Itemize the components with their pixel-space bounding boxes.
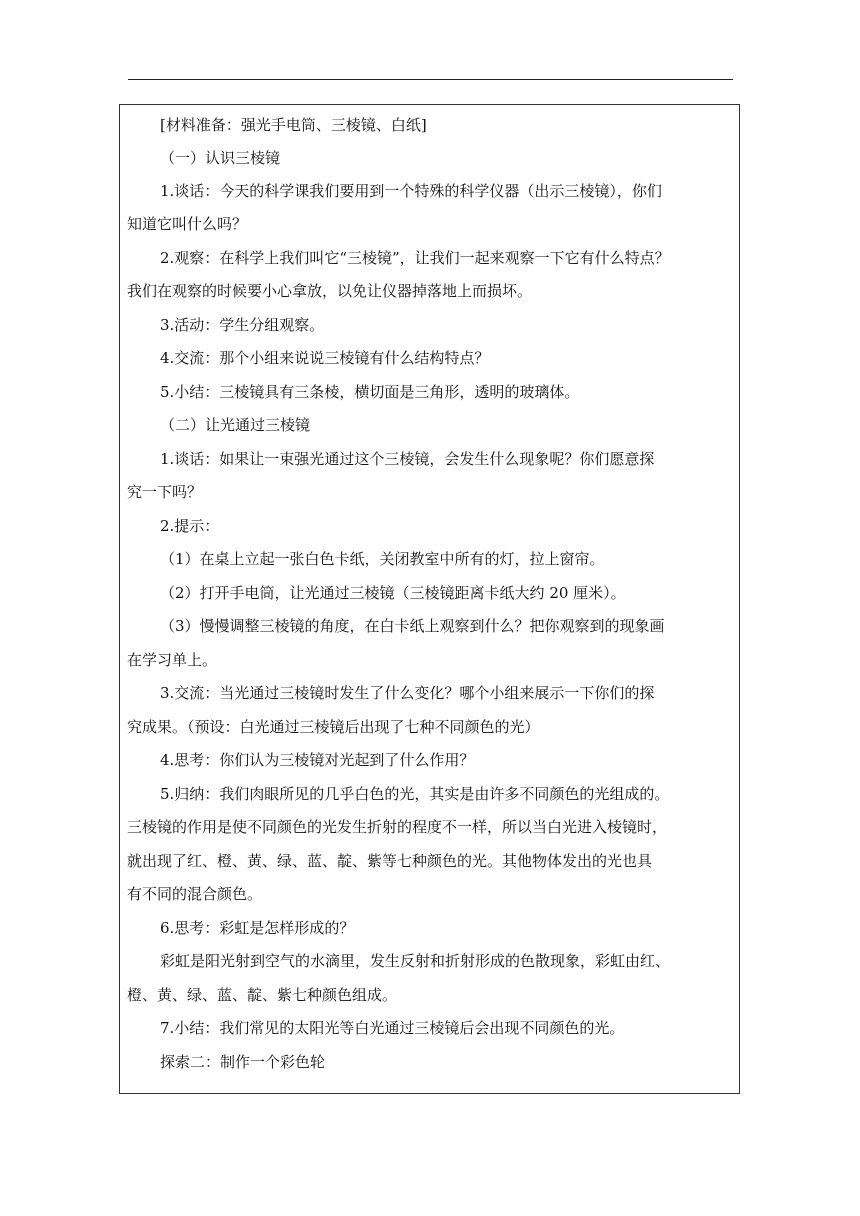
paragraph-line: 2.观察：在科学上我们叫它“三棱镜”，让我们一起来观察一下它有什么特点？ bbox=[160, 249, 670, 267]
exploration-heading: 探索二：制作一个彩色轮 bbox=[160, 1053, 326, 1071]
paragraph-line: （1）在桌上立起一张白色卡纸，关闭教室中所有的灯，拉上窗帘。 bbox=[160, 550, 605, 568]
paragraph-line: 橙、黄、绿、蓝、靛、紫七种颜色组成。 bbox=[127, 986, 398, 1004]
paragraph-line: 我们在观察的时候要小心拿放，以免让仪器掉落地上而损坏。 bbox=[127, 282, 533, 300]
materials-line: [材料准备：强光手电筒、三棱镜、白纸] bbox=[160, 116, 427, 134]
paragraph-line: 1.谈话：如果让一束强光通过这个三棱镜，会发生什么现象呢？你们愿意探 bbox=[160, 450, 655, 468]
paragraph-line: 在学习单上。 bbox=[127, 651, 218, 669]
paragraph-line: 究成果。（预设：白光通过三棱镜后出现了七种不同颜色的光） bbox=[127, 718, 540, 736]
paragraph-line: 究一下吗？ bbox=[127, 483, 203, 501]
paragraph-line: 4.交流：那个小组来说说三棱镜有什么结构特点？ bbox=[160, 349, 490, 367]
paragraph-line: 彩虹是阳光射到空气的水滴里，发生反射和折射形成的色散现象，彩虹由红、 bbox=[160, 952, 671, 970]
paragraph-line: 4.思考：你们认为三棱镜对光起到了什么作用？ bbox=[160, 751, 475, 769]
paragraph-line: （3）慢慢调整三棱镜的角度，在白卡纸上观察到什么？把你观察到的现象画 bbox=[160, 617, 665, 635]
paragraph-line: （2）打开手电筒，让光通过三棱镜（三棱镜距离卡纸大约 20 厘米）。 bbox=[160, 584, 626, 602]
paragraph-line: 就出现了红、橙、黄、绿、蓝、靛、紫等七种颜色的光。其他物体发出的光也具 bbox=[127, 852, 653, 870]
section-heading-2: （二）让光通过三棱镜 bbox=[160, 416, 311, 434]
paragraph-line: 5.小结：三棱镜具有三条棱，横切面是三角形，透明的玻璃体。 bbox=[160, 383, 580, 401]
paragraph-line: 7.小结：我们常见的太阳光等白光通过三棱镜后会出现不同颜色的光。 bbox=[160, 1019, 625, 1037]
paragraph-line: 3.交流：当光通过三棱镜时发生了什么变化？哪个小组来展示一下你们的探 bbox=[160, 684, 655, 702]
paragraph-line: 1.谈话：今天的科学课我们要用到一个特殊的科学仪器（出示三棱镜），你们 bbox=[160, 182, 662, 200]
paragraph-line: 5.归纳：我们肉眼所见的几乎白色的光，其实是由许多不同颜色的光组成的。 bbox=[160, 785, 670, 803]
section-heading-1: （一）认识三棱镜 bbox=[160, 149, 281, 167]
header-rule bbox=[128, 79, 733, 80]
paragraph-line: 2.提示： bbox=[160, 517, 220, 535]
paragraph-line: 知道它叫什么吗？ bbox=[127, 215, 248, 233]
paragraph-line: 6.思考：彩虹是怎样形成的？ bbox=[160, 919, 355, 937]
paragraph-line: 三棱镜的作用是使不同颜色的光发生折射的程度不一样，所以当白光进入棱镜时， bbox=[127, 818, 668, 836]
paragraph-line: 3.活动：学生分组观察。 bbox=[160, 316, 325, 334]
paragraph-line: 有不同的混合颜色。 bbox=[127, 885, 263, 903]
